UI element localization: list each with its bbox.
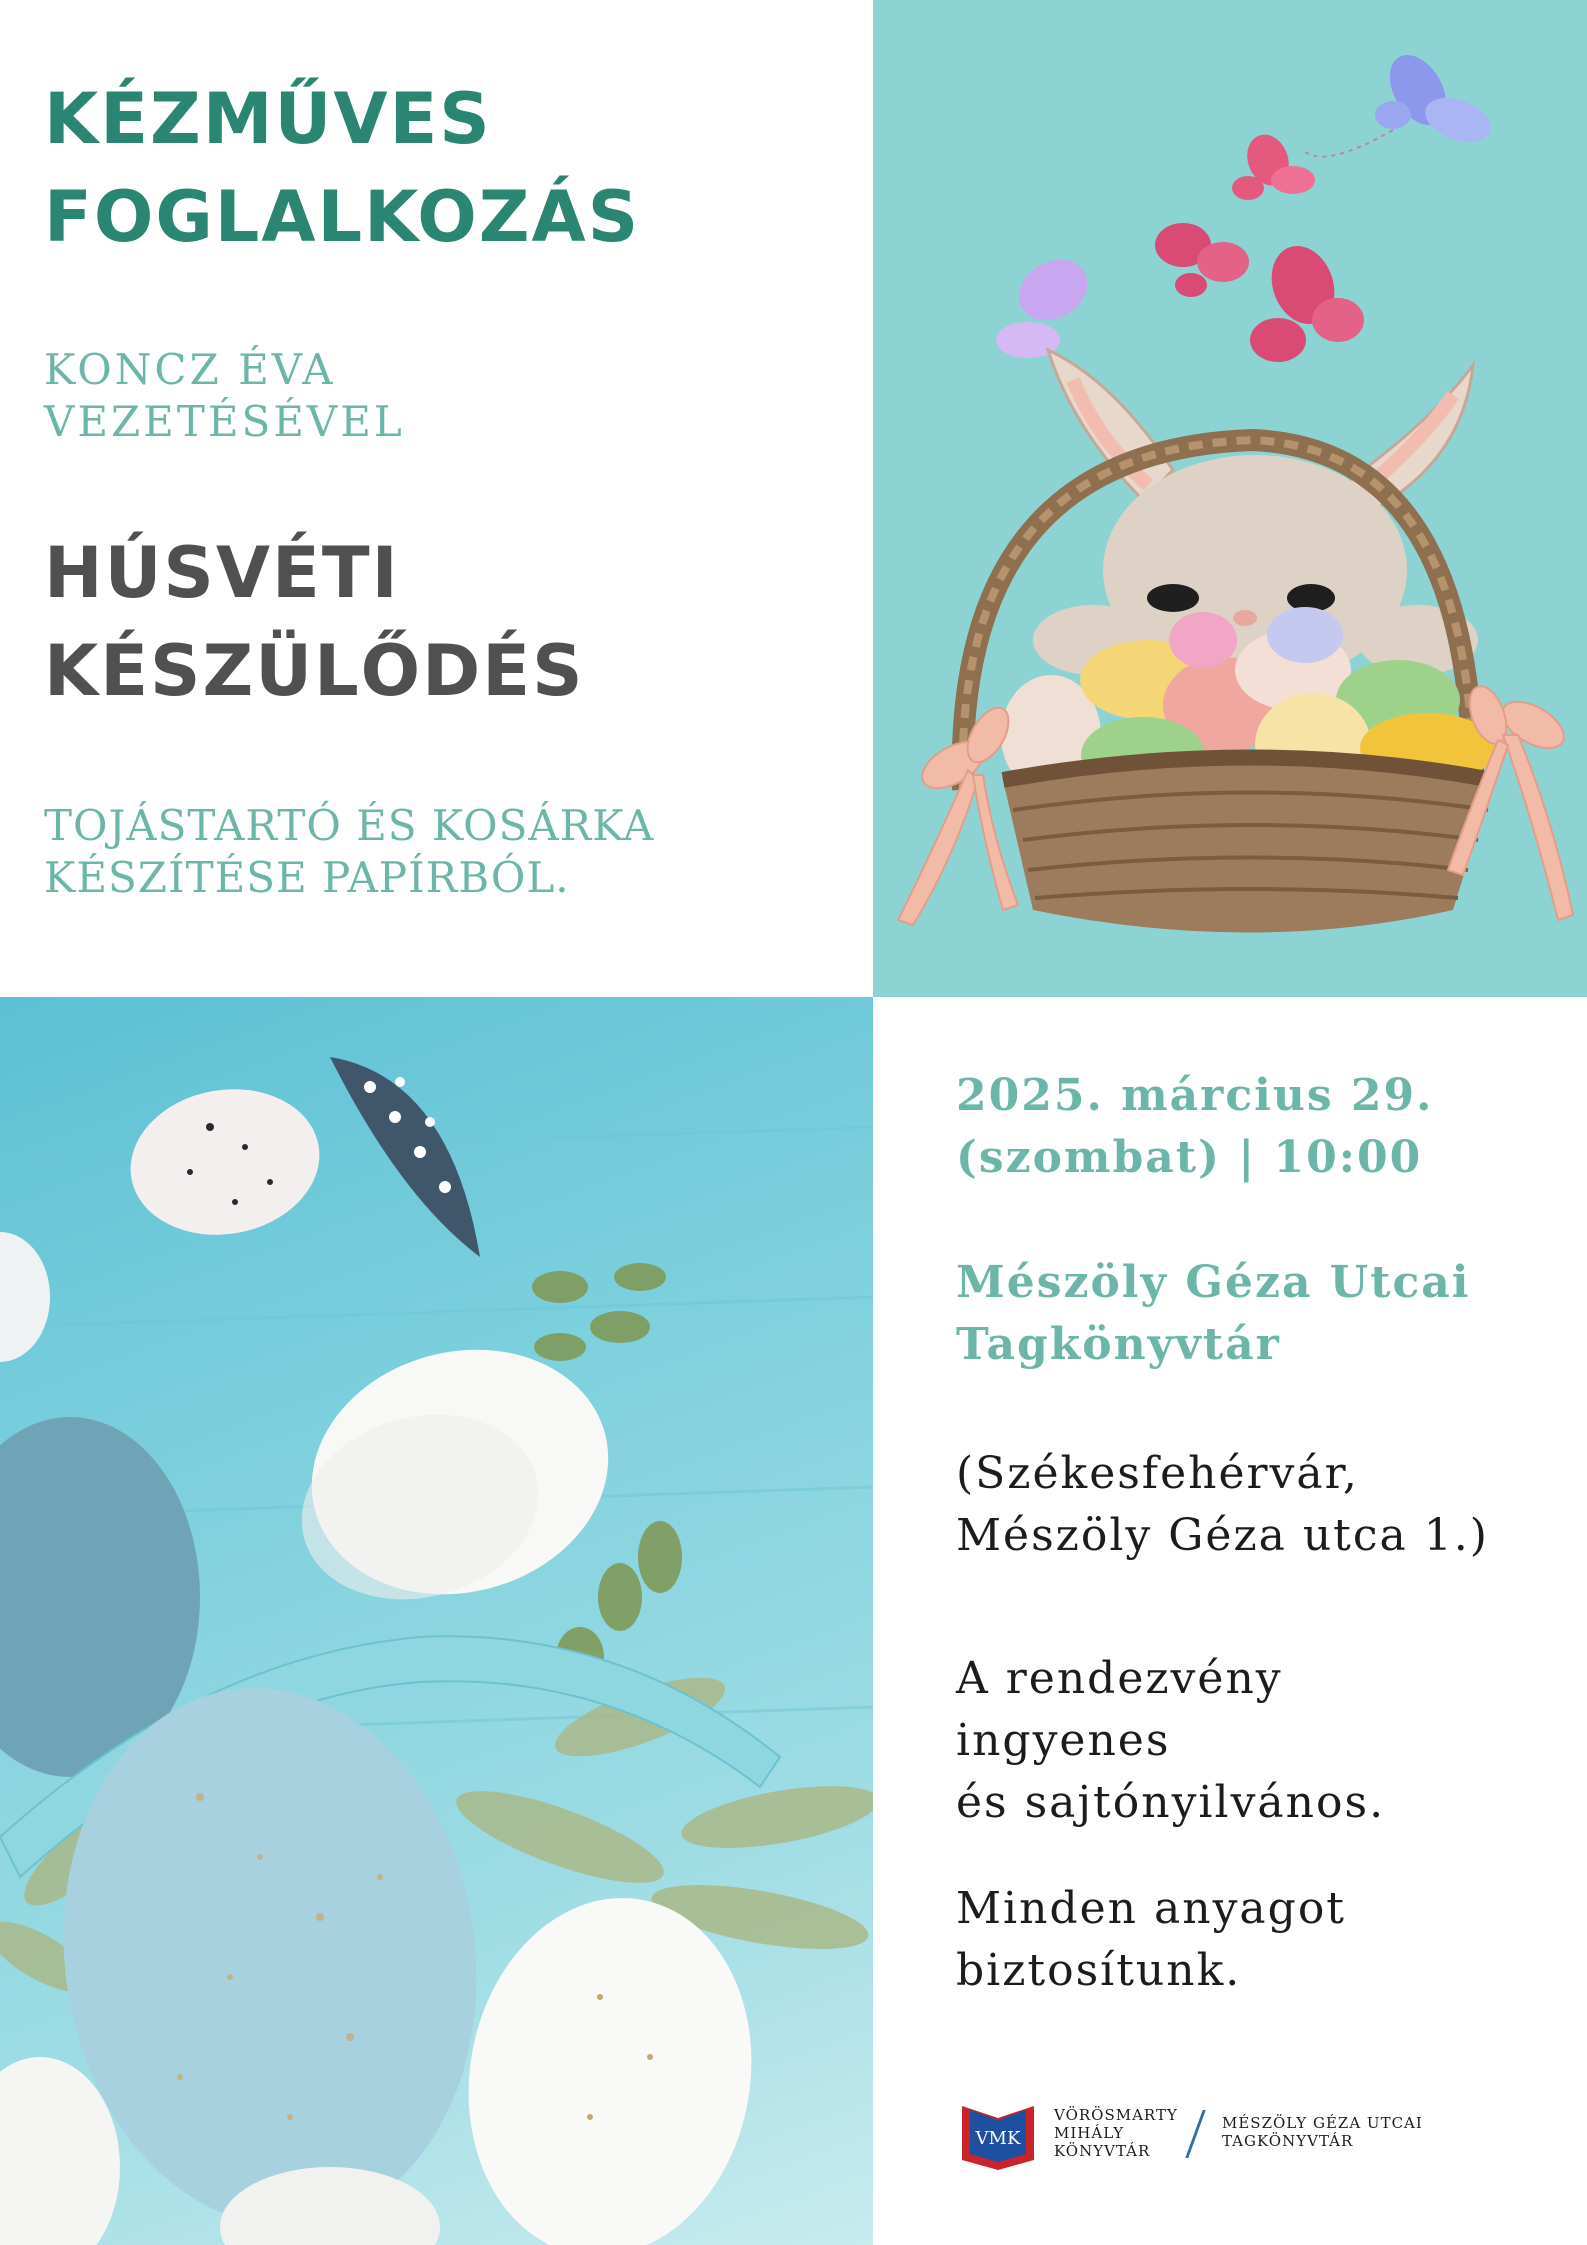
library-name — [1054, 2106, 1178, 2160]
free-entry-note — [956, 1648, 1566, 1834]
host-line-2: VEZETÉSÉVEL — [44, 397, 405, 446]
venue-line-1: Mészöly Géza Utcai — [956, 1257, 1471, 1308]
description-line-2: KÉSZÍTÉSE PAPÍRBÓL. — [44, 853, 570, 902]
free-line-2: ingyenes — [956, 1715, 1171, 1766]
date-line: 2025. március 29. — [956, 1070, 1434, 1121]
branch-line-2: TAGKÖNYVTÁR — [1222, 2132, 1354, 2150]
bunny-basket-icon — [873, 0, 1587, 997]
branch-name — [1222, 2114, 1423, 2150]
butterfly-blue-icon — [1375, 45, 1497, 150]
event-date — [956, 1065, 1566, 1189]
title-line-2: FOGLALKOZÁS — [44, 176, 641, 258]
eggs-photo-icon — [0, 997, 873, 2245]
event-type-title — [44, 70, 640, 266]
event-address — [956, 1443, 1566, 1567]
materials-note — [956, 1878, 1566, 2002]
library-book-icon — [958, 2092, 1038, 2172]
logo-mark: VMK — [975, 2128, 1021, 2149]
logo-divider — [1185, 2110, 1205, 2158]
bunny-illustration-panel — [873, 0, 1587, 997]
library-line-2: MIHÁLY — [1054, 2124, 1125, 2142]
materials-line-1: Minden anyagot — [956, 1883, 1346, 1934]
free-line-3: és sajtónyilvános. — [956, 1777, 1386, 1828]
butterfly-lavender-icon — [996, 248, 1098, 358]
butterfly-pink-large-icon — [1250, 237, 1364, 362]
subtitle-line-1: HÚSVÉTI — [44, 532, 400, 614]
host-line — [44, 344, 405, 448]
library-line-3: KÖNYVTÁR — [1054, 2142, 1151, 2160]
description-line-1: TOJÁSTARTÓ ÉS KOSÁRKA — [44, 801, 655, 850]
event-subtitle — [44, 524, 585, 720]
butterfly-pink-small-icon — [1232, 129, 1315, 200]
venue-line-2: Tagkönyvtár — [956, 1319, 1281, 1370]
butterfly-pink-middle-icon — [1155, 223, 1249, 297]
subtitle-line-2: KÉSZÜLŐDÉS — [44, 630, 585, 712]
free-line-1: A rendezvény — [956, 1653, 1283, 1704]
event-venue — [956, 1252, 1566, 1376]
host-line-1: KONCZ ÉVA — [44, 345, 336, 394]
materials-line-2: biztosítunk. — [956, 1945, 1242, 1996]
address-line-1: (Székesfehérvár, — [956, 1448, 1359, 1499]
easter-eggs-photo — [0, 997, 873, 2245]
library-line-1: VÖRÖSMARTY — [1054, 2106, 1178, 2124]
day-time-line: (szombat) | 10:00 — [956, 1132, 1423, 1183]
address-line-2: Mészöly Géza utca 1.) — [956, 1510, 1489, 1561]
branch-line-1: MÉSZÖLY GÉZA UTCAI — [1222, 2114, 1423, 2132]
library-logo — [958, 2092, 1423, 2172]
event-description — [44, 800, 654, 904]
title-line-1: KÉZMŰVES — [44, 78, 492, 160]
